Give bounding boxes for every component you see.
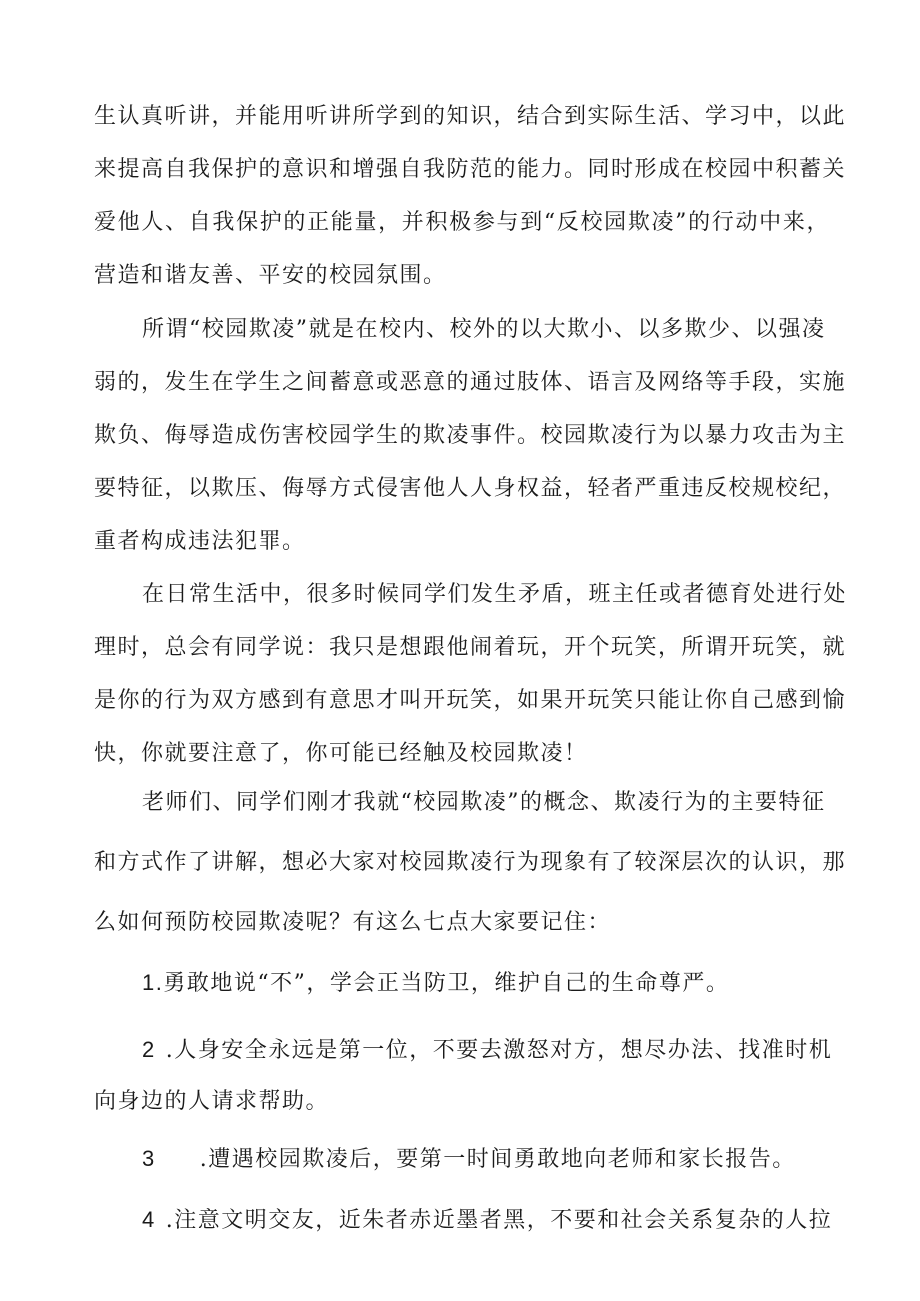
paragraph-line: 要特征，以欺压、侮辱方式侵害他人人身权益，轻者严重违反校规校纪， <box>94 476 847 501</box>
paragraph-line: 欺负、侮辱造成伤害校园学生的欺凌事件。校园欺凌行为以暴力攻击为主 <box>94 423 847 448</box>
list-text: 遭遇校园欺凌后，要第一时间勇敢地向老师和家长报告。 <box>208 1147 796 1172</box>
paragraph-line: 快，你就要注意了，你可能已经触及校园欺凌！ <box>94 741 588 766</box>
paragraph-line: 老师们、同学们刚才我就“校园欺凌”的概念、欺凌行为的主要特征 <box>142 790 826 815</box>
paragraph-line: 来提高自我保护的意识和增强自我防范的能力。同时形成在校园中积蓄关 <box>94 157 847 182</box>
list-text: 注意文明交友，近朱者赤近墨者黑，不要和社会关系复杂的人拉 <box>174 1208 833 1233</box>
paragraph-line: 重者构成违法犯罪。 <box>94 529 306 554</box>
paragraph-line: 弱的，发生在学生之间蓄意或恶意的通过肢体、语言及网络等手段，实施 <box>94 370 847 395</box>
list-separator: . <box>165 1038 175 1063</box>
list-number: 1. <box>142 970 164 995</box>
paragraph-line: 生认真听讲，并能用听讲所学到的知识，结合到实际生活、学习中，以此 <box>94 104 847 129</box>
paragraph-line: 所谓“校园欺凌”就是在校内、校外的以大欺小、以多欺少、以强凌 <box>142 317 826 342</box>
list-text-continued: 向身边的人请求帮助。 <box>94 1089 330 1114</box>
paragraph-line: 么如何预防校园欺凌呢？有这么七点大家要记住： <box>94 910 612 935</box>
paragraph-line: 是你的行为双方感到有意思才叫开玩笑，如果开玩笑只能让你自己感到愉 <box>94 688 847 713</box>
list-number: 4 <box>142 1207 156 1232</box>
paragraph-line: 和方式作了讲解，想必大家对校园欺凌行为现象有了较深层次的认识，那 <box>94 850 847 875</box>
paragraph-line: 理时，总会有同学说：我只是想跟他闹着玩，开个玩笑，所谓开玩笑，就 <box>94 635 847 660</box>
list-item-1 <box>142 968 824 999</box>
list-separator: . <box>165 1208 175 1233</box>
list-item-4 <box>142 1205 832 1236</box>
list-number: 3 <box>142 1146 156 1171</box>
list-number: 2 <box>142 1037 156 1062</box>
list-item-3 <box>142 1144 824 1175</box>
list-text: 人身安全永远是第一位，不要去激怒对方，想尽办法、找准时机 <box>174 1038 833 1063</box>
list-text: 勇敢地说“不”，学会正当防卫，维护自己的生命尊严。 <box>163 971 730 996</box>
paragraph-line: 营造和谐友善、平安的校园氛围。 <box>94 263 447 288</box>
paragraph-line: 在日常生活中，很多时候同学们发生矛盾，班主任或者德育处进行处 <box>142 582 848 607</box>
paragraph-line: 爱他人、自我保护的正能量，并积极参与到“反校园欺凌”的行动中来， <box>94 210 830 235</box>
list-separator: . <box>199 1147 209 1172</box>
